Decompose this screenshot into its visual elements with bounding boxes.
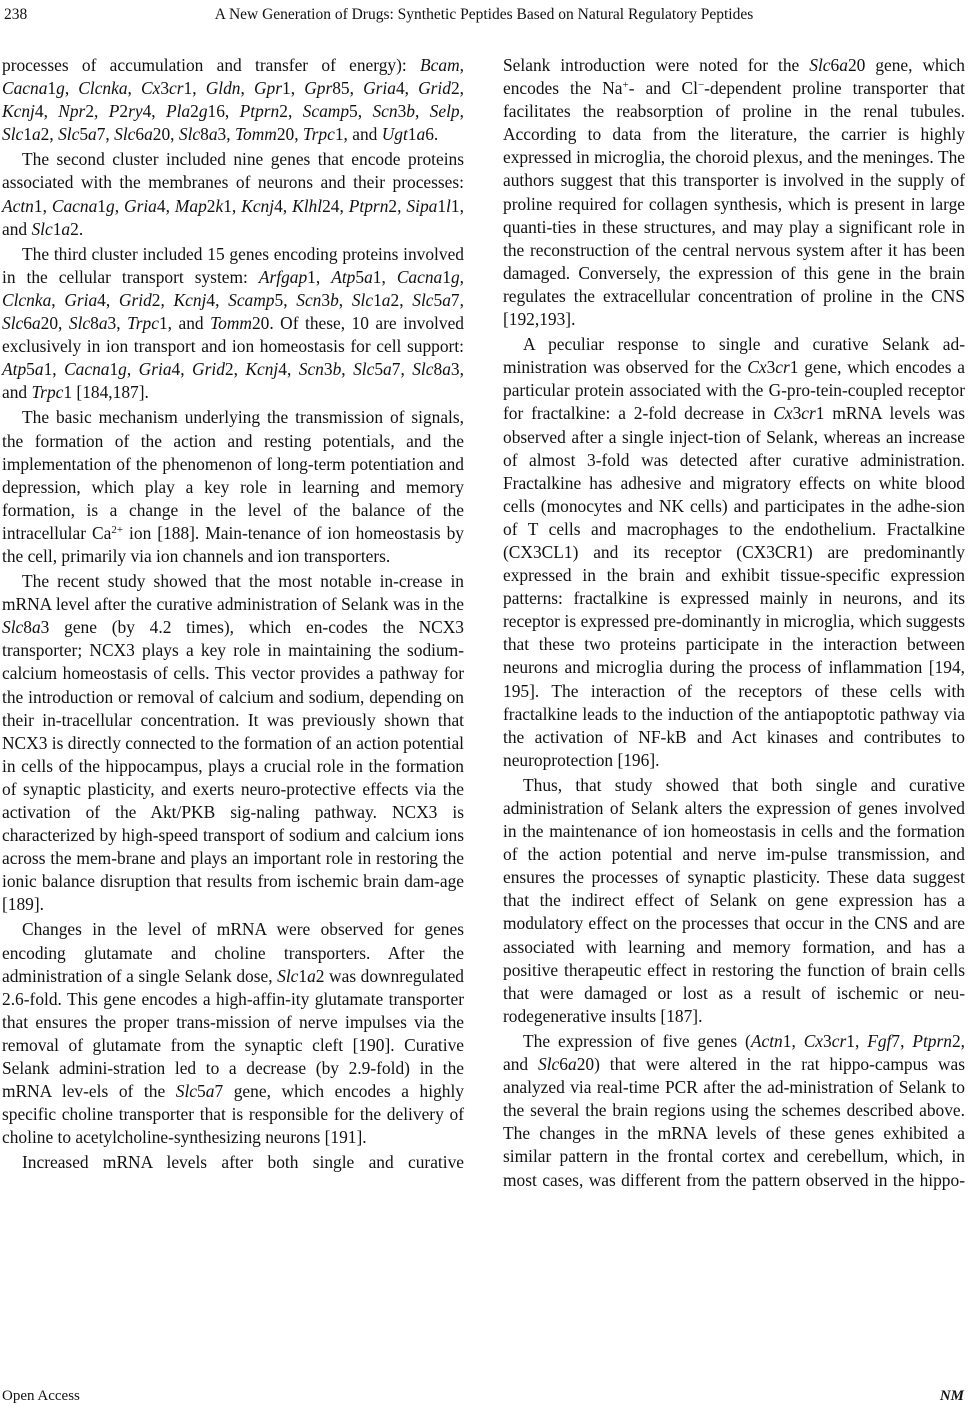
gene-list: Bcam, Cacna1g, Clcnka, Cx3cr1, Gldn, Gpr1, Gpr85, Gria4, Grid2, Kcnj4, Npr2, P2ry4, Pla2g16, Ptprn2, Scamp5, Scn3b, Selp, Slc1a2, Slc5a7, Slc6a20, Slc8a3, Tomm20, Trpc1, and Ugt1a6	[2, 55, 465, 145]
gene-name: Actn1	[2, 195, 43, 216]
gene-list: Atp5a1, Cacna1g, Gria4, Grid2, Kcnj4, Scn3b, Slc5a7, Slc8a3, and Trpc1	[2, 359, 464, 403]
gene-name: Slc6a20	[538, 1054, 595, 1075]
running-title: A New Generation of Drugs: Synthetic Peptides Based on Natural Regulatory Peptides	[214, 6, 754, 23]
gene-name: Scn3b	[298, 359, 342, 380]
paragraph-five-genes: The expression of five genes (Actn1, Cx3cr1, Fgf7, Ptprn2, and Slc6a20) that were altered in the rat hippo-campus was analyzed via real-time PCR after the ad-ministration of Selank to the several the brain regions using the schemes described above. The changes in the mRNA levels of these genes exhibited a similar pattern in the frontal cortex and cerebellum, which, in most cases, was different from the pattern observed in the hippo-	[503, 1030, 966, 1190]
gene-name: Slc8a3	[178, 124, 227, 145]
open-access-label: Open Access	[2, 1388, 80, 1404]
gene-name: Gpr1	[253, 78, 291, 99]
gene-name: Atp5a1	[331, 266, 382, 287]
gene-name: Cx3cr1	[141, 78, 193, 99]
gene-name: Scn3b	[296, 289, 339, 310]
gene-name: Grid2	[192, 359, 234, 380]
paragraph-conclusion: Thus, that study showed that both single and curative administration of Selank alters the expression of genes involved in the maintenance of ion homeostasis in cells and the formation of the action potential and nerve im-pulse transmission, and ensures the processes of synaptic plasticity. These data suggest that the indirect effect of Selank on gene expression has a modulatory effect on the processes that occur in the CNS and are associated with learning and memory formation, and has a positive therapeutic effect in restoring the function of brain cells that were damaged or lost as a result of ischemic or neu-rodegenerative insults [187].	[503, 774, 965, 1026]
gene-name: Slc5a7	[175, 1081, 224, 1102]
gene-name: Clcnka	[78, 78, 128, 99]
gene-name: Trpc1	[127, 313, 168, 334]
gene-name: Tomm20	[210, 313, 270, 334]
gene-name: Atp5a1	[2, 359, 53, 380]
gene-name: Grid2	[118, 289, 161, 310]
gene-name: Slc1a2	[2, 124, 50, 145]
paragraph-second-cluster: The second cluster included nine genes that encode proteins associated with the membranes of neurons and their processes: Actn1, Cacna1g, Gria4, Map2k1, Kcnj4, Klhl24, Ptprn2, Sipa1l1, and Slc1a2.	[2, 149, 464, 239]
gene-name: Pla2g16	[165, 101, 225, 122]
gene-name: Selp	[429, 101, 460, 122]
paragraph-third-cluster: The third cluster included 15 genes encoding proteins involved in the cellular transport system: Arfgap1, Atp5a1, Cacna1g, Clcnka, Gria4, Grid2, Kcnj4, Scamp5, Scn3b, Slc1a2, Slc5a7, Slc6a20, Slc8a3, Trpc1, and Tomm20. Of these, 10 are involved exclusively in ion transport and ion homeostasis for cell support: Atp5a1, Cacna1g, Gria4, Grid2, Kcnj4, Scn3b, Slc5a7, Slc8a3, and Trpc1 [184,187].	[2, 243, 464, 403]
paragraph-ncx3: The recent study showed that the most notable in-crease in mRNA level after the curative administration of Selank was in the Slc8a3 gene (by 4.2 times), which en-codes the NCX3 transporter; NCX3 plays a key role in maintaining the sodium-calcium homeostasis of cells. This vector provides a pathway for the introduction or removal of calcium and sodium, depending on their in-tracellular concentration. It was previously shown that NCX3 is directly connected to the formation of an action potential in cells of the hippocampus, plays a crucial role in the formation of synaptic plasticity, and exerts neuro-protective effects via the activation of the Akt/PKB sig-naling pathway. NCX3 is characterized by high-speed transport of sodium and calcium ions across the mem-brane and plays an important role in restoring the ionic balance disruption that results from ischemic brain dam-age [189].	[2, 571, 464, 915]
gene-name: Gldn	[205, 78, 241, 99]
gene-name: Scamp5	[302, 101, 358, 122]
gene-name: Slc5a7	[58, 124, 106, 145]
gene-name: Npr2	[58, 101, 95, 122]
gene-name: Actn1	[750, 1030, 792, 1051]
right-column	[503, 54, 965, 1192]
gene-name: Kcnj4	[241, 195, 283, 216]
gene-name: Kcnj4	[173, 289, 216, 310]
gene-name: Ptprn2	[239, 101, 288, 122]
gene-name: Gria4	[124, 195, 166, 216]
gene-name: Ptprn2	[912, 1030, 961, 1051]
gene-name: Ugt1a6	[381, 124, 434, 145]
gene-list: Arfgap1, Atp5a1, Cacna1g, Clcnka, Gria4, Grid2, Kcnj4, Scamp5, Scn3b, Slc1a2, Slc5a7, Slc6a20, Slc8a3, Trpc1, and Tomm20	[2, 266, 464, 334]
gene-name: Cacna1g	[64, 359, 127, 380]
gene-name: Ptprn2	[348, 195, 398, 216]
gene-name: Cx3cr1	[773, 403, 825, 424]
gene-name: Slc5a7	[353, 359, 401, 380]
gene-name: Klhl24	[292, 195, 340, 216]
journal-abbrev: NM	[939, 1388, 964, 1404]
gene-list: Actn1, Cx3cr1, Fgf7, Ptprn2, and Slc6a20	[503, 1030, 966, 1075]
gene-name: Cacna1g	[2, 78, 65, 99]
paragraph-basic-mechanism: The basic mechanism underlying the transmission of signals, the formation of the action and resting potentials, and the implementation of the phenomenon of long-term potentiation and depression, which play a key role in learning and memory formation, is a change in the level of the balance of the intracellular $Ca^{2+}$ ion [188]. Main-tenance of ion homeostasis by the cell, primarily via ion channels and ion transporters.	[2, 407, 464, 566]
paragraph-cx3cr1: A peculiar response to single and curative Selank ad-ministration was observed for the Cx3cr1 gene, which encodes a particular protein associated with the G-pro-tein-coupled receptor for fractalkine: a 2-fold decrease in Cx3cr1 mRNA levels was observed after a single inject-tion of Selank, whereas an increase of almost 3-fold was detected after curative administration. Fractalkine has adhesive and migratory effects on white blood cells (monocytes and NK cells) and participates in the adhe-sion of T cells and macrophages to the endothelium. Fractalkine (CX3CL1) and its receptor (CX3CR1) are predominantly expressed in the brain and exhibit tissue-specific expression patterns: fractalkine is expressed mainly in neurons, and its receptor is expressed pre-dominantly in microglia, which suggests that these two proteins participate in the interaction between neurons and microglia during the process of inflammation [194, 195]. The interaction of the receptors of these cells with fractalkine leads to the induction of the antiapoptotic pathway via the activation of NF-kB and Act kinases and contributes to neuroprotection [196].	[503, 334, 965, 770]
paragraph-slc6a20: Selank introduction were noted for the Slc6a20 gene, which encodes the Na+- and Cl−-dependent proline transporter that facilitates the reabsorption of proline in the renal tubules. According to data from the literature, the carrier is highly expressed in microglia, the choroid plexus, and the meninges. The authors suggest that this transporter is involved in the supply of proline required for collagen synthesis, which is present in large quanti-ties in these structures, and may play a significant role in the reconstruction of the central nervous system after it has been damaged. Conversely, the expression of this gene in the brain regulates the extracellular concentration of proline in the CNS [192,193].	[503, 55, 966, 330]
gene-name: Slc8a3	[68, 313, 117, 334]
page-number: 238	[4, 6, 28, 23]
gene-name: Fgf7	[867, 1030, 901, 1051]
gene-list: Actn1, Cacna1g, Gria4, Map2k1, Kcnj4, Klhl24, Ptprn2, Sipa1l1, and Slc1a2	[2, 195, 464, 239]
gene-name: Map2k1	[174, 195, 232, 216]
gene-name: Gria4	[138, 359, 181, 380]
gene-name: Slc6a20	[2, 313, 59, 334]
page-footer	[0, 1388, 968, 1410]
gene-name: Tomm20	[234, 124, 295, 145]
gene-name: Cx3cr1	[803, 1030, 855, 1051]
gene-name: Grid2	[418, 78, 460, 99]
gene-name: Cx3cr1	[747, 357, 799, 378]
gene-name: Scamp5	[228, 289, 284, 310]
gene-name: Gpr85	[304, 78, 350, 99]
gene-name: Slc1a2	[277, 965, 325, 986]
gene-name: Slc1a2	[351, 289, 400, 310]
left-column	[2, 54, 464, 1175]
gene-name: Kcnj4	[245, 359, 287, 380]
gene-name: Gria4	[64, 289, 106, 310]
gene-name: Slc6a20	[114, 124, 171, 145]
gene-name: Slc8a3	[2, 617, 50, 638]
gene-name: Trpc1	[31, 382, 73, 403]
gene-name: Sipa1l1	[406, 195, 460, 216]
paragraph-transporters: Changes in the level of mRNA were observed for genes encoding glutamate and choline transporters. After the administration of a single Selank dose, Slc1a2 was downregulated 2.6-fold. This gene encodes a high-affin-ity glutamate transporter that ensures the proper trans-mission of nerve impulses via the removal of glutamate from the synaptic cleft [190]. Curative Selank admini-stration led to a decrease (by 2.9-fold) in the mRNA lev-els of the Slc5a7 gene, which encodes a highly specific choline transporter that is responsible for the delivery of choline to acetylcholine-synthesizing neurons [191].	[2, 919, 464, 1148]
gene-name: P2ry4	[108, 101, 152, 122]
gene-name: Slc1a2	[31, 218, 79, 239]
gene-name: Slc8a3	[412, 359, 460, 380]
gene-name: Clcnka	[2, 289, 52, 310]
gene-name: Scn3b	[372, 101, 415, 122]
gene-name: Cacna1g	[51, 195, 115, 216]
gene-name: Slc6a20	[809, 55, 866, 75]
gene-name: Arfgap1	[258, 266, 316, 287]
gene-name: Slc5a7	[412, 289, 460, 310]
paragraph-cluster1-genes: processes of accumulation and transfer of energy): Bcam, Cacna1g, Clcnka, Cx3cr1, Gldn, Gpr1, Gpr85, Gria4, Grid2, Kcnj4, Npr2, P2ry4, Pla2g16, Ptprn2, Scamp5, Scn3b, Selp, Slc1a2, Slc5a7, Slc6a20, Slc8a3, Tomm20, Trpc1, and Ugt1a6.	[2, 55, 465, 145]
gene-name: Kcnj4	[2, 101, 44, 122]
gene-name: Bcam	[420, 55, 460, 75]
running-header	[0, 6, 968, 32]
gene-name: Trpc1	[302, 124, 344, 145]
paragraph-increased-mrna: Increased mRNA levels after both single and curative	[22, 1152, 464, 1173]
gene-name: Gria4	[363, 78, 405, 99]
gene-name: Cacna1g	[396, 266, 460, 287]
